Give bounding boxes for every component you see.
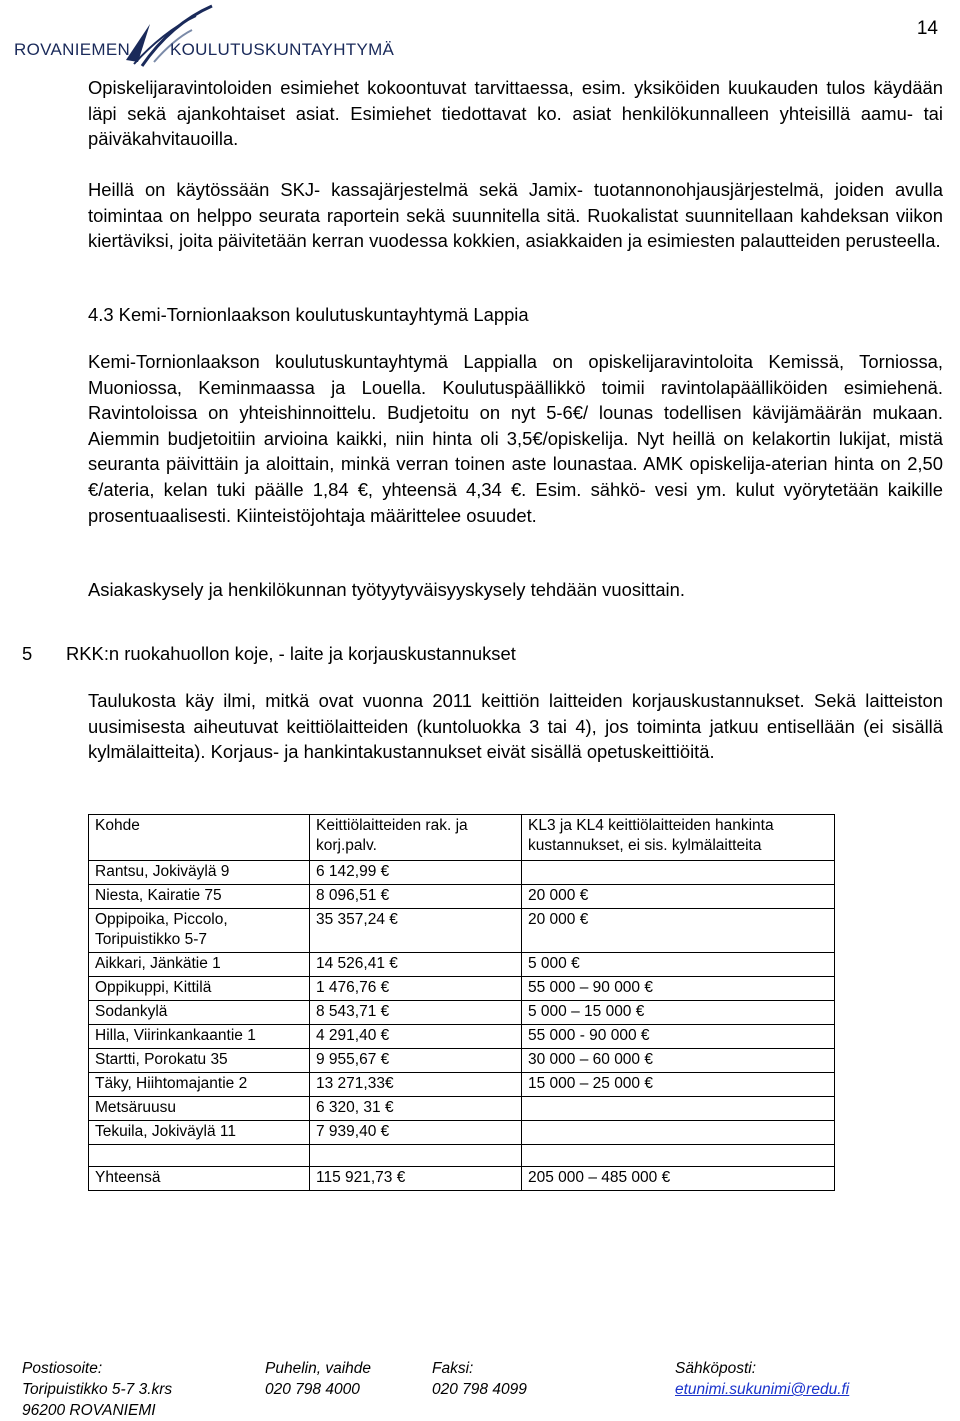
organization-logo: [14, 4, 395, 68]
cell-site: Hilla, Viirinkankaantie 1: [89, 1025, 310, 1049]
logo-text-right: KOULUTUSKUNTAYHTYMÄ: [170, 40, 395, 59]
section-heading-4-3: 4.3 Kemi-Tornionlaakson koulutuskuntayhtymä Lappia: [88, 304, 529, 325]
table-row: [89, 909, 835, 953]
cell-repair: 6 142,99 €: [310, 861, 522, 885]
cell-repair: 8 543,71 €: [310, 1001, 522, 1025]
cell-total-acquisition: 205 000 – 485 000 €: [522, 1167, 835, 1191]
section-title: RKK:n ruokahuollon koje, - laite ja korjauskustannukset: [66, 643, 516, 664]
cell-repair: 4 291,40 €: [310, 1025, 522, 1049]
footer-email-label: Sähköposti:: [675, 1360, 756, 1377]
cell-acquisition: 30 000 – 60 000 €: [522, 1049, 835, 1073]
cell-site: Aikkari, Jänkätie 1: [89, 953, 310, 977]
paragraph-table-intro: Taulukosta käy ilmi, mitkä ovat vuonna 2011 keittiön laitteiden korjauskustannukset. Sekä laitteiston uusimisesta aiheutuvat keittiölaitteiden (kuntoluokka 3 tai 4), jos toiminta jatkuu entisellään (ei sisällä kylmälaitteita). Korjaus- ja hankintakustannukset eivät sisällä opetuskeittiöitä.: [88, 690, 943, 763]
header-cell-acquisition: KL3 ja KL4 keittiölaitteiden hankinta kustannukset, ei sis. kylmälaitteita: [522, 815, 835, 861]
cell-repair: 7 939,40 €: [310, 1121, 522, 1145]
cell-site: Sodankylä: [89, 1001, 310, 1025]
footer-address: [22, 1358, 172, 1421]
footer-phone-value: 020 798 4000: [265, 1381, 360, 1398]
paragraph-surveys: Asiakaskysely ja henkilökunnan työtyytyväisyyskysely tehdään vuosittain.: [88, 579, 685, 600]
table-row: [89, 1025, 835, 1049]
table-row: [89, 885, 835, 909]
cell-site: Rantsu, Jokiväylä 9: [89, 861, 310, 885]
footer-email-link[interactable]: etunimi.sukunimi@redu.fi: [675, 1381, 850, 1398]
cell-site: Niesta, Kairatie 75: [89, 885, 310, 909]
paragraph-systems: Heillä on käytössään SKJ- kassajärjestelmä sekä Jamix- tuotannonohjausjärjestelmä, joiden avulla toimintaa on helppo seurata raportein sekä suunnitella sitä. Ruokalistat suunnitellaan kahdeksan viikon kiertäviksi, joita päivitetään kerran vuodessa kokkien, asiakkaiden ja esimiesten palautteiden perusteella.: [88, 179, 943, 252]
header-cell-site: Kohde: [89, 815, 310, 861]
footer-address-label: Postiosoite:: [22, 1360, 103, 1377]
table-row: [89, 953, 835, 977]
footer-phone: [265, 1358, 371, 1400]
table-total-row: [89, 1167, 835, 1191]
page-number: 14: [916, 18, 938, 39]
cell-acquisition: 55 000 - 90 000 €: [522, 1025, 835, 1049]
cell-acquisition: 5 000 €: [522, 953, 835, 977]
cell-acquisition: 15 000 – 25 000 €: [522, 1073, 835, 1097]
cell-acquisition: 5 000 – 15 000 €: [522, 1001, 835, 1025]
cell-repair: 13 271,33€: [310, 1073, 522, 1097]
footer-address-line1: Toripuistikko 5-7 3.krs: [22, 1381, 173, 1398]
cell-acquisition: 20 000 €: [522, 885, 835, 909]
table-row: [89, 1073, 835, 1097]
section-heading-5: [22, 643, 516, 665]
table-row: [89, 1097, 835, 1121]
cell-acquisition: [522, 861, 835, 885]
cell-site: Metsäruusu: [89, 1097, 310, 1121]
paragraph-lappia: Kemi-Tornionlaakson koulutuskuntayhtymä Lappialla on opiskelijaravintoloita Kemissä, Torniossa, Muoniossa, Keminmaassa ja Louella. Koulutuspäällikkö toimii ravintolapäälliköiden esimiehenä. Ravintoloissa on yhteishinnoittelu. Budjetoitu on nyt 5-6€/ lounas todellisen kävijämäärän mukaan. Aiemmin budjetoitiin arvioina kaikki, niin hinta oli 3,5€/opiskelija. Nyt heillä on kelakortin lukijat, mistä seuranta päivittäin ja aloittain, minkä verran toinen aste lounastaa. AMK opiskelija-aterian hinta on 2,50 €/ateria, kelan tuki päälle 1,84 €, yhteensä 4,34 €. Esim. sähkö- vesi ym. kulut vyörytetään kaikille prosentuaalisesti. Kiinteistöjohtaja määrittelee osuudet.: [88, 351, 943, 526]
cell-repair: 35 357,24 €: [310, 909, 522, 953]
footer-phone-label: Puhelin, vaihde: [265, 1360, 371, 1377]
header-cell-repair: Keittiölaitteiden rak. ja korj.palv.: [310, 815, 522, 861]
table-row: [89, 1121, 835, 1145]
footer-email: [675, 1358, 849, 1400]
cell-acquisition: 20 000 €: [522, 909, 835, 953]
cell-site: Täky, Hiihtomajantie 2: [89, 1073, 310, 1097]
footer-address-line2: 96200 ROVANIEMI: [22, 1402, 156, 1419]
cell-repair: 9 955,67 €: [310, 1049, 522, 1073]
footer-fax-label: Faksi:: [432, 1360, 474, 1377]
paragraph-managers: Opiskelijaravintoloiden esimiehet kokoontuvat tarvittaessa, esim. yksiköiden kuukauden tulos käydään läpi sekä ajankohtaiset asiat. Esimiehet tiedottavat ko. asiat henkilökunnalleen yhteisillä aamu- tai päiväkahvitauoilla.: [88, 77, 943, 150]
cell-site: Tekuila, Jokiväylä 11: [89, 1121, 310, 1145]
table-row: [89, 977, 835, 1001]
cell-repair: 8 096,51 €: [310, 885, 522, 909]
cell-repair: 1 476,76 €: [310, 977, 522, 1001]
repair-costs-table: [88, 814, 835, 1191]
cell-total-label: Yhteensä: [89, 1167, 310, 1191]
cell-site: Oppipoika, Piccolo, Toripuistikko 5-7: [89, 909, 310, 953]
footer-fax: [432, 1358, 527, 1400]
cell-site: Oppikuppi, Kittilä: [89, 977, 310, 1001]
cell-acquisition: [522, 1121, 835, 1145]
cell-acquisition: [522, 1097, 835, 1121]
table-row: [89, 1049, 835, 1073]
cell-repair: 6 320, 31 €: [310, 1097, 522, 1121]
cell-acquisition: 55 000 – 90 000 €: [522, 977, 835, 1001]
logo-text-left: ROVANIEMEN: [14, 40, 131, 59]
table-row: [89, 861, 835, 885]
table-row: [89, 1001, 835, 1025]
cell-site: Startti, Porokatu 35: [89, 1049, 310, 1073]
section-number: 5: [22, 643, 33, 664]
footer-fax-value: 020 798 4099: [432, 1381, 527, 1398]
cell-total-repair: 115 921,73 €: [310, 1167, 522, 1191]
cell-repair: 14 526,41 €: [310, 953, 522, 977]
table-header-row: [89, 815, 835, 861]
table-spacer-row: [89, 1145, 835, 1167]
